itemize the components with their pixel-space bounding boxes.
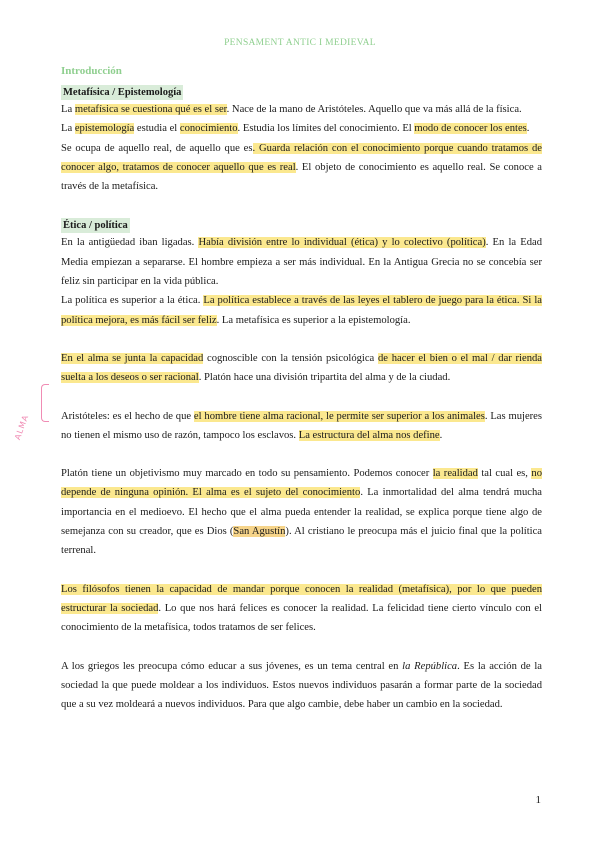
- page-header: PENSAMENT ANTIC I MEDIEVAL: [224, 38, 376, 48]
- highlight: la realidad: [432, 468, 478, 480]
- highlight: conocimiento: [179, 123, 238, 135]
- highlight: . Guarda relación con el conocimiento porque cuando tratamos de conocer algo, tratamos de conocer aquello que es real: [61, 142, 542, 173]
- paragraph: La política es superior a la ética. La política establece a través de las leyes el tablero de juego para la ética. Si la política mejora, es más fácil ser feliz. La metafísica es superior a la epistemología.: [61, 295, 542, 326]
- highlight: metafísica se cuestiona qué es el ser: [74, 104, 227, 115]
- page-number: 1: [535, 794, 541, 806]
- paragraph: La epistemología estudia el conocimiento. Estudia los límites del conocimiento. El modo de conocer los entes.: [61, 123, 530, 135]
- paragraph: Se ocupa de aquello real, de aquello que es. Guarda relación con el conocimiento porque cuando tratamos de conocer algo, tratamos de conocer aquello que es real. El objeto de conocimiento es aquello real. Se conoce a través de la metafísica.: [61, 142, 542, 193]
- paragraph-filosofos: Los filósofos tienen la capacidad de mandar porque conocen la realidad (metafísica), por lo que pueden estructurar la sociedad. Lo que nos hará felices es conocer la realidad. La felicidad tiene cierto vínculo con el conocimiento de la metafísica, todos tratamos de ser felices.: [61, 583, 542, 634]
- highlight: San Agustín: [233, 526, 286, 538]
- highlight: el hombre tiene alma racional, le permite ser superior a los animales: [193, 410, 485, 422]
- highlight: modo de conocer los entes: [414, 123, 527, 135]
- subheading-etica: Ética / política: [63, 220, 128, 232]
- section-title-introduccion: Introducción: [61, 65, 122, 77]
- highlight: no depende de ninguna opinión. El alma es el sujeto del conocimiento: [61, 468, 542, 499]
- paragraph-alma: En el alma se junta la capacidad cognoscible con la tensión psicológica de hacer el bien o el mal / dar rienda suelta a los deseos o ser racional. Platón hace una división tripartita del alma y de la ciudad.: [61, 352, 543, 384]
- highlight: epistemología: [74, 123, 135, 135]
- highlight: Había división entre lo individual (ética) y lo colectivo (política): [198, 237, 486, 249]
- paragraph-griegos: A los griegos les preocupa cómo educar a sus jóvenes, es un tema central en la República. Es la acción de la sociedad la que puede moldear a los individuos. Estos nuevos individuos pasarán a formar parte de la sociedad que a su vez moldeará a nuevos individuos. Para que algo cambie, debe haber un cambio en la sociedad.: [61, 660, 542, 711]
- paragraph-platon: Platón tiene un objetivismo muy marcado en todo su pensamiento. Podemos conocer la realidad tal cual es, no depende de ninguna opinión. El alma es el sujeto del conocimiento. La inmortalidad del alma tendrá mucha importancia en el medioevo. El hecho que el alma pueda entender la realidad, se explica porque tiene algo de semejanza con su creador, que es Dios (San Agustín). Al cristiano le preocupa más el juicio final que la política terrenal.: [61, 468, 542, 557]
- book-title: la República: [402, 660, 458, 672]
- highlight: Los filósofos tienen la capacidad de mandar porque conocen la realidad (metafísica), por lo que pueden estructurar la sociedad: [61, 583, 542, 614]
- highlight: La estructura del alma nos define: [298, 429, 440, 441]
- paragraph-aristoteles: Aristóteles: es el hecho de que el hombre tiene alma racional, le permite ser superior a los animales. Las mujeres no tienen el mismo uso de razón, tampoco los esclavos. La estructura del alma nos define.: [61, 410, 542, 441]
- highlight: En el alma se junta la capacidad: [61, 352, 204, 364]
- highlight: de hacer el bien o el mal / dar rienda suelta a los deseos o ser racional: [61, 352, 543, 384]
- document-body: [61, 64, 542, 714]
- paragraph: La metafísica se cuestiona qué es el ser. Nace de la mano de Aristóteles. Aquello que va más allá de la física.: [61, 104, 522, 115]
- highlight: La política establece a través de las leyes el tablero de juego para la ética. Si la política mejora, es más fácil ser feliz: [61, 295, 542, 326]
- margin-note: ALMA: [13, 413, 31, 442]
- paragraph: En la antigüedad iban ligadas. Había división entre lo individual (ética) y lo colectivo (política). En la Edad Media empiezan a separarse. El hombre empieza a ser más individual. En la Antigua Grecia no se concebía ser feliz sin participar en la vida pública.: [61, 237, 542, 288]
- subheading-metafisica: Metafísica / Epistemología: [63, 87, 182, 98]
- margin-bracket: [41, 384, 49, 422]
